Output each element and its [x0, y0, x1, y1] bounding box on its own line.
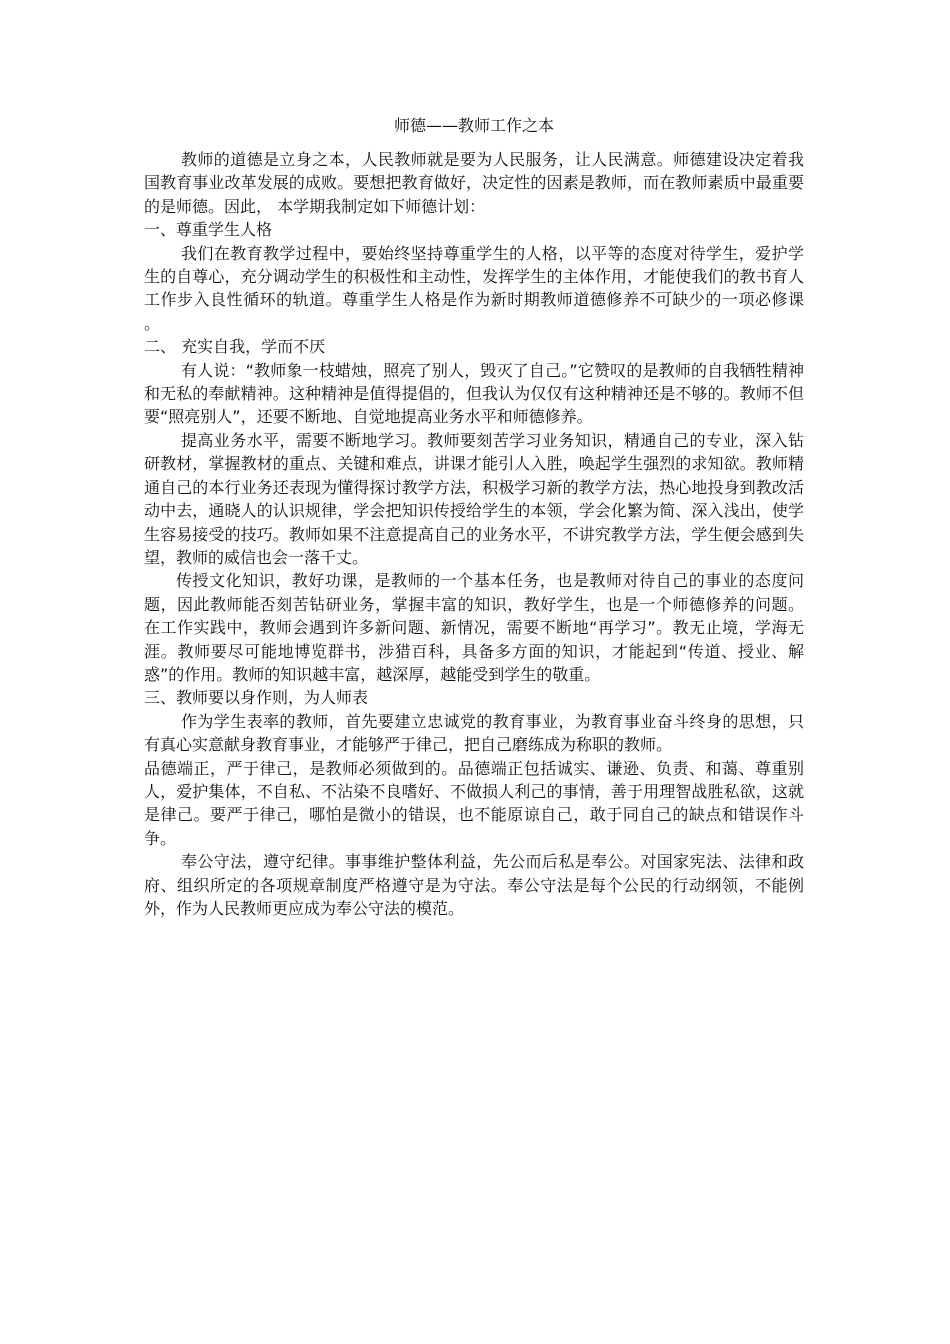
section-2-paragraph-3: 传授文化知识，教好功课，是教师的一个基本任务，也是教师对待自己的事业的态度问题，因此教师能否刻苦钻研业务，掌握丰富的知识，教好学生，也是一个师德修养的问题。 在工作实践中，教师会遇到许多新问题、新情况，需要不断地“再学习”。教无止境，学海无涯。教师要尽可能地博览群书，涉猎百科，具备多方面的知识，才能起到“传道、授业、解惑”的作用。教师的知识越丰富，越深厚，越能受到学生的敬重。 — [144, 571, 804, 684]
section-1-paragraph: 我们在教育教学过程中，要始终坚持尊重学生的人格，以平等的态度对待学生，爱护学生的自尊心，充分调动学生的积极性和主动性，发挥学生的主体作用，才能使我们的教书育人工作步入良性循环的轨道。尊重学生人格是作为新时期教师道德修养不可缺少的一项必修课 。 — [144, 243, 804, 333]
section-heading-1: 一、尊重学生人格 — [144, 220, 273, 240]
section-3-paragraph-3: 奉公守法，遵守纪律。事事维护整体利益，先公而后私是奉公。对国家宪法、法律和政府、组织所定的各项规章制度严格遵守是为守法。奉公守法是每个公民的行动纲领，不能例外，作为人民教师更应成为奉公守法的模范。 — [144, 852, 804, 918]
section-heading-3: 三、教师要以身作则，为人师表 — [144, 688, 369, 708]
document-title: 师德——教师工作之本 — [393, 116, 554, 135]
section-2-paragraph-1: 有人说：“教师象一枝蜡烛，照亮了别人，毁灭了自己。”它赞叹的是教师的自我牺牲精神和无私的奉献精神。这种精神是值得提倡的，但我认为仅仅有这种精神还是不够的。教师不但要“照亮别人”，还要不断地、自觉地提高业务水平和师德修养。 — [144, 360, 804, 427]
document-page — [144, 114, 804, 920]
intro-paragraph: 教师的道德是立身之本，人民教师就是要为人民服务，让人民满意。师德建设决定着我国教育事业改革发展的成败。要想把教育做好，决定性的因素是教师，而在教师素质中最重要的是师德。因此， 本学期我制定如下师德计划： — [144, 150, 804, 216]
section-2-paragraph-2: 提高业务水平，需要不断地学习。教师要刻苦学习业务知识，精通自己的专业，深入钻研教材，掌握教材的重点、关键和难点，讲课才能引人入胜，唤起学生强烈的求知欲。教师精通自己的本行业务还表现为懂得探讨教学方法，积极学习新的教学方法，热心地投身到教改活动中去，通晓人的认识规律，学会把知识传授给学生的本领，学会化繁为简、深入浅出，使学生容易接受的技巧。教师如果不注意提高自己的业务水平，不讲究教学方法，学生便会感到失望，教师的威信也会一落千丈。 — [144, 430, 804, 567]
section-3-paragraph-2: 品德端正，严于律己，是教师必须做到的。品德端正包括诚实、谦逊、负责、和蔼、尊重别人，爱护集体，不自私、不沾染不良嗜好、不做损人利己的事情，善于用理智战胜私欲，这就是律己。要严于律己，哪怕是微小的错误，也不能原谅自己，敢于同自己的缺点和错误作斗争。 — [144, 758, 804, 848]
section-heading-2: 二、 充实自我，学而不厌 — [144, 337, 326, 357]
section-3-paragraph-1: 作为学生表率的教师，首先要建立忠诚党的教育事业，为教育事业奋斗终身的思想，只有真心实意献身教育事业，才能够严于律己，把自己磨练成为称职的教师。 — [144, 711, 804, 755]
